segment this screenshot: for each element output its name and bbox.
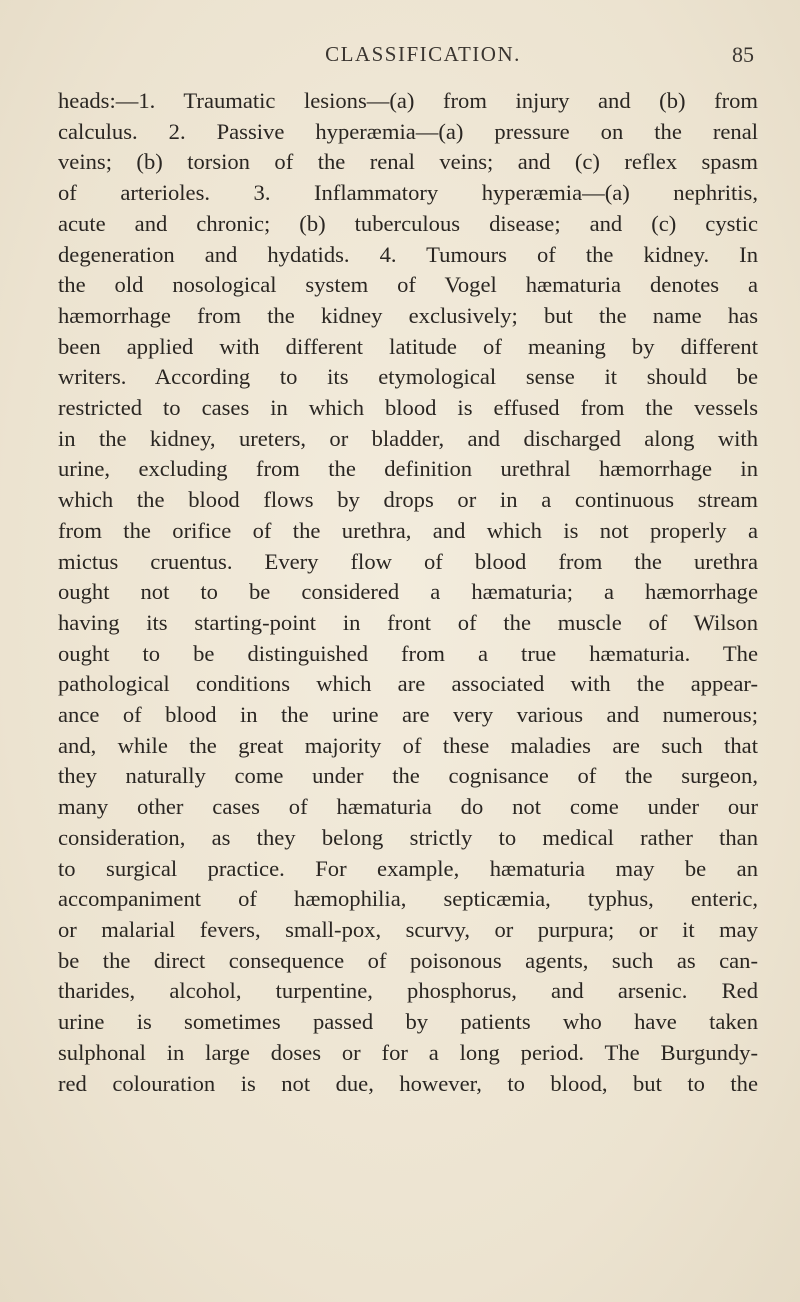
text-line: having its starting-point in front of the muscle of Wilson: [58, 609, 758, 635]
text-line: mictus cruentus. Every flow of blood from the urethra: [58, 548, 758, 574]
text-line: sulphonal in large doses or for a long period. The Burgundy-: [58, 1039, 758, 1065]
text-line: heads:—1. Traumatic lesions—(a) from injury and (b) from: [58, 88, 758, 113]
text-line: calculus. 2. Passive hyperæmia—(a) pressure on the renal: [58, 118, 758, 144]
text-line: veins; (b) torsion of the renal veins; and (c) reflex spasm: [58, 149, 758, 175]
text-line: from the orifice of the urethra, and which is not properly a: [58, 517, 758, 543]
text-line: to surgical practice. For example, hæmaturia may be an: [58, 855, 758, 881]
text-line: many other cases of hæmaturia do not come under our: [58, 794, 758, 820]
text-line: hæmorrhage from the kidney exclusively; but the name has: [58, 302, 758, 328]
text-line: urine, excluding from the definition urethral hæmorrhage in: [58, 456, 758, 482]
text-line: pathological conditions which are associated with the appear-: [58, 671, 758, 697]
body-paragraph: [58, 86, 758, 1099]
text-line: and, while the great majority of these maladies are such that: [58, 732, 758, 758]
text-line: degeneration and hydatids. 4. Tumours of the kidney. In: [58, 241, 758, 267]
text-line: acute and chronic; (b) tuberculous disease; and (c) cystic: [58, 210, 758, 236]
running-head: [92, 42, 754, 72]
text-line: be the direct consequence of poisonous agents, such as can-: [58, 947, 758, 973]
text-line: urine is sometimes passed by patients who have taken: [58, 1009, 758, 1035]
text-line: been applied with different latitude of meaning by different: [58, 333, 758, 359]
text-line: in the kidney, ureters, or bladder, and discharged along with: [58, 425, 758, 451]
text-line: restricted to cases in which blood is effused from the vessels: [58, 395, 758, 421]
text-line: red colouration is not due, however, to blood, but to the: [58, 1070, 758, 1096]
text-line: writers. According to its etymological sense it should be: [58, 364, 758, 390]
text-line: which the blood flows by drops or in a continuous stream: [58, 487, 758, 513]
text-line: ought to be distinguished from a true hæmaturia. The: [58, 640, 758, 666]
text-line: or malarial fevers, small-pox, scurvy, or purpura; or it may: [58, 916, 758, 942]
running-title: CLASSIFICATION.: [325, 42, 521, 66]
text-line: ought not to be considered a hæmaturia; a hæmorrhage: [58, 579, 758, 605]
text-line: accompaniment of hæmophilia, septicæmia, typhus, enteric,: [58, 886, 758, 912]
text-line: tharides, alcohol, turpentine, phosphorus, and arsenic. Red: [58, 978, 758, 1004]
page-number: 85: [732, 42, 754, 67]
text-line: of arterioles. 3. Inflammatory hyperæmia—(a) nephritis,: [58, 180, 758, 206]
text-line: consideration, as they belong strictly to medical rather than: [58, 824, 758, 850]
text-line: the old nosological system of Vogel hæmaturia denotes a: [58, 272, 758, 298]
text-line: ance of blood in the urine are very various and numerous;: [58, 702, 758, 728]
text-line: they naturally come under the cognisance of the surgeon,: [58, 763, 758, 789]
